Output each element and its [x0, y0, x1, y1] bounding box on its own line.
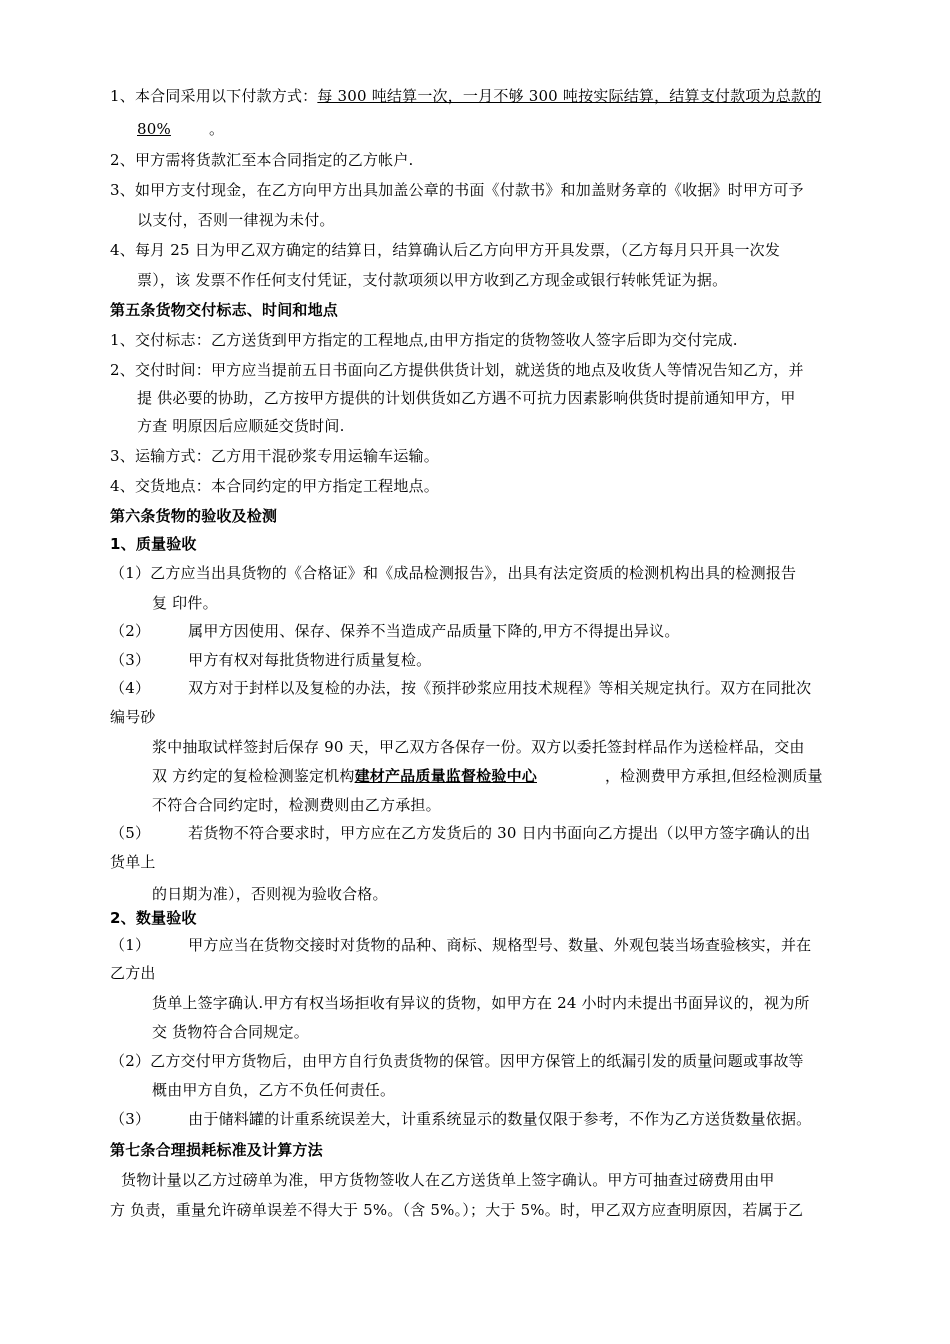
payment-clause-4: 4、每月 25 日为甲乙双方确定的结算日，结算确认后乙方向甲方开具发票，（乙方每月只开具一次发	[110, 241, 781, 259]
text: 1、本合同采用以下付款方式：	[110, 87, 318, 105]
text: 若货物不符合要求时，甲方应在乙方发货后的 30 日内书面向乙方提出（以甲方签字确认的出	[188, 824, 811, 842]
payment-clause-1	[110, 86, 821, 106]
quality-clause-1: （1）乙方应当出具货物的《合格证》和《成品检测报告》，出具有法定资质的检测机构出具的检测报告	[110, 564, 797, 582]
quality-clause-5-cont: 的日期为准），否则视为验收合格。	[152, 885, 388, 903]
quality-clause-1-cont: 复 印件。	[152, 594, 218, 612]
item-number: （4）	[110, 679, 151, 697]
subheading-quality: 1、质量验收	[110, 535, 197, 553]
delivery-clause-2-cont: 提 供必要的协助，乙方按甲方提供的计划供货如乙方遇不可抗力因素影响供货时提前通知甲方，甲	[137, 389, 796, 407]
text: 双方对于封样以及复检的办法，按《预拌砂浆应用技术规程》等相关规定执行。双方在同批次	[188, 679, 812, 697]
quantity-clause-1-cont: 乙方出	[110, 964, 156, 982]
subheading-quantity: 2、数量验收	[110, 909, 197, 927]
quality-clause-4-cont: 编号砂	[110, 708, 156, 726]
item-number: （3）	[110, 651, 151, 669]
loss-clause: 货物计量以乙方过磅单为准，甲方货物签收人在乙方送货单上签字确认。甲方可抽查过磅费用由甲	[121, 1171, 775, 1189]
section-heading-5: 第五条货物交付标志、时间和地点	[110, 301, 339, 319]
text: 甲方应当在货物交接时对货物的品种、商标、规格型号、数量、外观包装当场查验核实，并在	[188, 936, 812, 954]
item-number: （1）	[110, 936, 151, 954]
item-number: （3）	[110, 1110, 151, 1128]
payment-terms-underlined: 每 300 吨结算一次，一月不够 300 吨按实际结算，结算支付款项为总款的	[317, 87, 822, 105]
quality-clause-4	[110, 678, 811, 698]
quantity-clause-1-cont: 交 货物符合合同规定。	[152, 1023, 309, 1041]
quantity-clause-3	[110, 1109, 811, 1129]
delivery-clause-3: 3、运输方式：乙方用干混砂浆专用运输车运输。	[110, 447, 439, 465]
delivery-clause-2-cont: 方查 明原因后应顺延交货时间.	[137, 417, 345, 435]
loss-clause-cont: 方 负责，重量允许磅单误差不得大于 5%。（含 5%。）；大于 5%。时，甲乙双方应查明原因，若属于乙	[110, 1201, 804, 1219]
quantity-clause-2-cont: 概由甲方自负，乙方不负任何责任。	[152, 1081, 396, 1099]
payment-clause-4-cont: 票），该 发票不作任何支付凭证，支付款项须以甲方收到乙方现金或银行转帐凭证为据。	[137, 271, 728, 289]
text: 。	[208, 120, 225, 138]
percentage-underlined: 80%	[137, 120, 171, 138]
text: 甲方有权对每批货物进行质量复检。	[188, 651, 432, 669]
section-heading-6: 第六条货物的验收及检测	[110, 507, 278, 525]
payment-clause-1-cont	[137, 119, 224, 139]
quality-clause-5	[110, 823, 810, 843]
quality-clause-2	[110, 621, 680, 641]
delivery-clause-1: 1、交付标志：乙方送货到甲方指定的工程地点,由甲方指定的货物签收人签字后即为交付完成.	[110, 331, 738, 349]
quality-clause-4-cont: 不符合合同约定时，检测费则由乙方承担。	[152, 796, 441, 814]
text: 属甲方因使用、保存、保养不当造成产品质量下降的,甲方不得提出异议。	[188, 622, 680, 640]
item-number: （5）	[110, 824, 151, 842]
quantity-clause-2: （2）乙方交付甲方货物后，由甲方自行负责货物的保管。因甲方保管上的纸漏引发的质量问题或事故等	[110, 1052, 804, 1070]
quality-clause-4-cont	[152, 766, 823, 786]
payment-clause-3: 3、如甲方支付现金，在乙方向甲方出具加盖公章的书面《付款书》和加盖财务章的《收据》时甲方可予	[110, 181, 804, 199]
quantity-clause-1	[110, 935, 811, 955]
text: ，检测费甲方承担,但经检测质量	[604, 767, 823, 785]
delivery-clause-4: 4、交货地点：本合同约定的甲方指定工程地点。	[110, 477, 439, 495]
item-number: （2）	[110, 622, 151, 640]
quality-clause-3	[110, 650, 431, 670]
section-heading-7: 第七条合理损耗标准及计算方法	[110, 1141, 323, 1159]
quantity-clause-1-cont: 货单上签字确认.甲方有权当场拒收有异议的货物，如甲方在 24 小时内未提出书面异议的，视为所	[152, 994, 810, 1012]
quality-clause-4-cont: 浆中抽取试样签封后保存 90 天，甲乙双方各保存一份。双方以委托签封样品作为送检样品，交由	[152, 738, 805, 756]
quality-clause-5-cont: 货单上	[110, 853, 156, 871]
inspection-center-underlined: 建材产品质量监督检验中心	[354, 767, 537, 785]
text: 双 方约定的复检检测鉴定机构	[152, 767, 355, 785]
payment-clause-2: 2、甲方需将货款汇至本合同指定的乙方帐户.	[110, 151, 414, 169]
text: 由于储料罐的计重系统误差大，计重系统显示的数量仅限于参考，不作为乙方送货数量依据。	[188, 1110, 812, 1128]
delivery-clause-2: 2、交付时间：甲方应当提前五日书面向乙方提供供货计划，就送货的地点及收货人等情况告知乙方，并	[110, 361, 804, 379]
payment-clause-3-cont: 以支付，否则一律视为未付。	[137, 211, 335, 229]
